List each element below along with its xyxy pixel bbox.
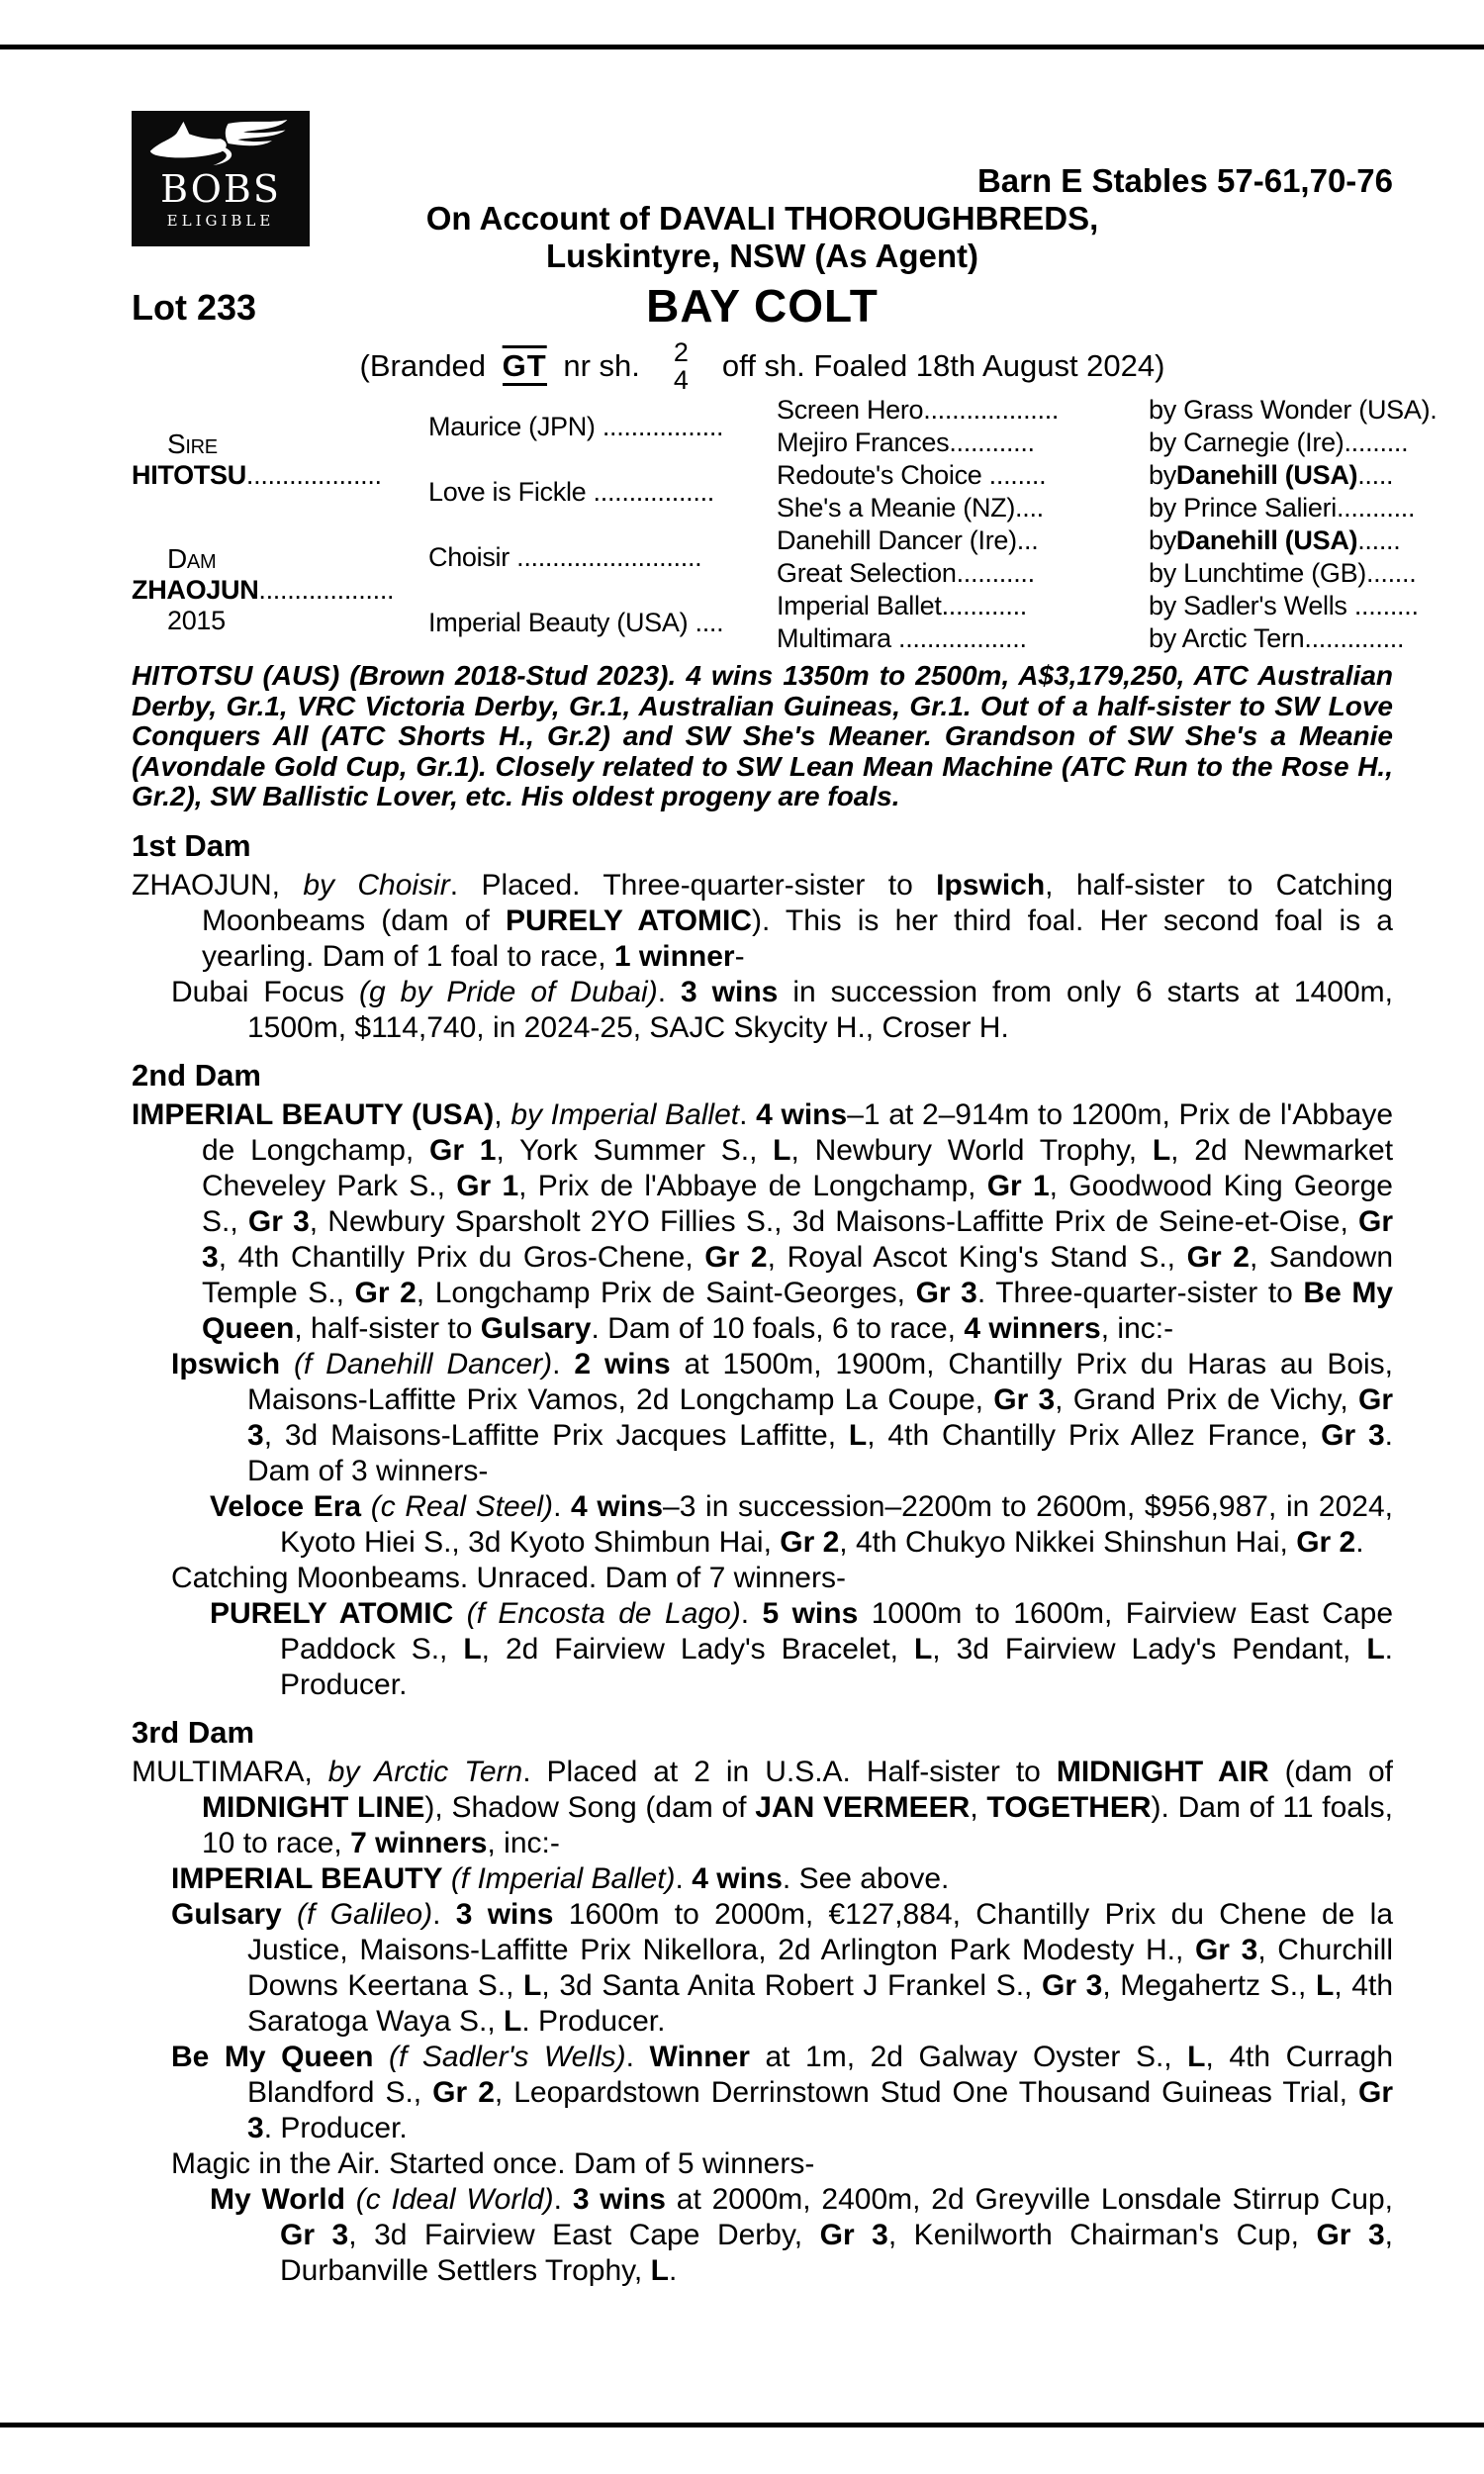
grandparent-name: Great Selection...........	[777, 558, 1035, 588]
vendor-line2: Luskintyre, NSW (As Agent)	[546, 238, 978, 274]
sire-name: HITOTSU...................	[132, 459, 382, 490]
lot-row	[132, 279, 1393, 336]
section-heading-1st-dam: 1st Dam	[132, 827, 251, 863]
progeny-paragraph: Dubai Focus (g by Pride of Dubai). 3 wins in succession from only 6 starts at 1400m, 1500m, $114,740, in 2024-25, SAJC Skycity H., Croser H.	[171, 975, 1393, 1044]
progeny-paragraph: Be My Queen (f Sadler's Wells). Winner at 1m, 2d Galway Oyster S., L, 4th Curragh Blandford S., Gr 2, Leopardstown Derrinstown Stud One Thousand Guineas Trial, Gr 3. Producer.	[171, 2040, 1393, 2144]
dam-cell	[132, 524, 428, 655]
pedigree-table	[132, 394, 1438, 655]
grandparent-name: Screen Hero...................	[777, 395, 1060, 425]
section-heading-3rd-dam: 3rd Dam	[132, 1714, 255, 1750]
grandparent-by: by Sadler's Wells .........	[1149, 591, 1419, 620]
grandparent-name: Redoute's Choice ........	[777, 460, 1047, 490]
grandparent-by: by Lunchtime (GB).......	[1149, 558, 1417, 588]
lot-number: Lot 233	[132, 287, 257, 328]
dam-year: 2015	[167, 606, 226, 635]
grandparent-name: Danehill Dancer (Ire)...	[777, 525, 1039, 555]
brand-numerator: 2	[673, 337, 689, 367]
barn-info: Barn E Stables 57-61,70-76	[976, 162, 1393, 199]
page-title: BAY COLT	[646, 280, 879, 332]
grandparent-by: by Danehill (USA) ......	[1149, 525, 1401, 555]
dam-sire: Choisir ..........................	[428, 541, 702, 572]
brand-line	[132, 337, 1393, 396]
sire-summary: HITOTSU (AUS) (Brown 2018-Stud 2023). 4 wins 1350m to 2500m, A$3,179,250, ATC Australian Derby, Gr.1, VRC Victoria Derby, Gr.1, Australian Guineas, Gr.1. Out of a half-sister to SW Love Conquers All (ATC Shorts H., Gr.2) and SW She's Meaner. Grandson of SW She's a Meanie (Avondale Gold Cup, Gr.1). Closely related to SW Lean Mean Machine (ATC Run to the Rose H., Gr.2), SW Ballistic Lover, etc. His oldest progeny are foals.	[132, 660, 1393, 811]
dam-paragraph: ZHAOJUN, by Choisir. Placed. Three-quarter-sister to Ipswich, half-sister to Catching Moonbeams (dam of PURELY ATOMIC). This is her third foal. Her second foal is a yearling. Dam of 1 foal to race, 1 winner-	[132, 868, 1394, 973]
brand-denominator: 4	[673, 365, 689, 395]
section-heading-2nd-dam: 2nd Dam	[132, 1057, 261, 1093]
brand-mark: $\overline{GT}$	[503, 348, 547, 386]
grandparent-by: by Arctic Tern..............	[1149, 623, 1405, 653]
brand-mid: nr sh.	[563, 348, 640, 384]
dam-dam: Imperial Beauty (USA) ....	[428, 607, 724, 637]
progeny-paragraph: Ipswich (f Danehill Dancer). 2 wins at 1500m, 1900m, Chantilly Prix du Haras au Bois, Maisons-Laffitte Prix Vamos, 2d Longchamp La Coupe, Gr 3, Grand Prix de Vichy, Gr 3, 3d Maisons-Laffitte Prix Jacques Laffitte, L, 4th Chantilly Prix Allez France, Gr 3. Dam of 3 winners-	[171, 1347, 1394, 1487]
vendor-header	[132, 162, 1393, 275]
dam-paragraph: MULTIMARA, by Arctic Tern. Placed at 2 in U.S.A. Half-sister to MIDNIGHT AIR (dam of MIDNIGHT LINE), Shadow Song (dam of JAN VERMEER, TOGETHER). Dam of 11 foals, 10 to race, 7 winners, inc:-	[132, 1755, 1394, 1859]
brand-prefix: (Branded	[359, 348, 487, 384]
grandparent-name: Mejiro Frances............	[777, 428, 1035, 457]
dam-paragraph: IMPERIAL BEAUTY (USA), by Imperial Ballet. 4 wins–1 at 2–914m to 1200m, Prix de l'Abbaye de Longchamp, Gr 1, York Summer S., L, Newbury World Trophy, L, 2d Newmarket Cheveley Park S., Gr 1, Prix de l'Abbaye de Longchamp, Gr 1, Goodwood King George S., Gr 3, Newbury Sparsholt 2YO Fillies S., 3d Maisons-Laffitte Prix de Seine-et-Oise, Gr 3, 4th Chantilly Prix du Gros-Chene, Gr 2, Royal Ascot King's Stand S., Gr 2, Sandown Temple S., Gr 2, Longchamp Prix de Saint-Georges, Gr 3. Three-quarter-sister to Be My Queen, half-sister to Gulsary. Dam of 10 foals, 6 to race, 4 winners, inc:-	[132, 1097, 1394, 1345]
progeny-paragraph: My World (c Ideal World). 3 wins at 2000m, 2400m, 2d Greyville Lonsdale Stirrup Cup, Gr 3, 3d Fairview East Cape Derby, Gr 3, Kenilworth Chairman's Cup, Gr 3, Durbanville Settlers Trophy, L.	[210, 2182, 1394, 2287]
progeny-paragraph: IMPERIAL BEAUTY (f Imperial Ballet). 4 wins. See above.	[171, 1861, 950, 1895]
grandparent-name: She's a Meanie (NZ)....	[777, 493, 1044, 523]
top-rule	[0, 45, 1484, 49]
pedigree-text	[132, 661, 1393, 2421]
sire-cell	[132, 394, 428, 524]
bottom-rule	[0, 2423, 1484, 2427]
vendor-line1: On Account of DAVALI THOROUGHBREDS,	[425, 200, 1099, 237]
grandparent-by: by Danehill (USA) .....	[1149, 460, 1394, 490]
grandparent-by: by Prince Salieri...........	[1149, 493, 1416, 523]
grandparent-name: Multimara ..................	[777, 623, 1027, 653]
progeny-paragraph: Catching Moonbeams. Unraced. Dam of 7 winners-	[171, 1561, 846, 1594]
grandparent-by: by Carnegie (Ire).........	[1149, 428, 1409, 457]
dam-name: ZHAOJUN...................	[132, 575, 395, 605]
dam-label: Dam	[167, 543, 217, 574]
logo-text-bobs: BOBS	[160, 167, 281, 211]
progeny-paragraph: Magic in the Air. Started once. Dam of 5 winners-	[171, 2146, 815, 2180]
progeny-paragraph: Gulsary (f Galileo). 3 wins 1600m to 2000m, €127,884, Chantilly Prix du Chene de la Justice, Maisons-Laffitte Prix Nikellora, 2d Arlington Park Modesty H., Gr 3, Churchill Downs Keertana S., L, 3d Santa Anita Robert J Frankel S., Gr 3, Megahertz S., L, 4th Saratoga Waya S., L. Producer.	[171, 1897, 1393, 2038]
sire-dam: Love is Fickle .................	[428, 476, 714, 507]
brand-fraction	[674, 338, 689, 394]
grandparent-name: Imperial Ballet............	[777, 591, 1027, 620]
logo-text-eligible: ELIGIBLE	[166, 212, 275, 230]
brand-suffix: off sh. Foaled 18th August 2024)	[721, 348, 1165, 384]
grandparent-by: by Grass Wonder (USA).	[1149, 395, 1438, 425]
progeny-paragraph: Veloce Era (c Real Steel). 4 wins–3 in succession–2200m to 2600m, $956,987, in 2024, Kyoto Hiei S., 3d Kyoto Shimbun Hai, Gr 2, 4th Chukyo Nikkei Shinshun Hai, Gr 2.	[210, 1489, 1393, 1559]
progeny-paragraph: PURELY ATOMIC (f Encosta de Lago). 5 wins 1000m to 1600m, Fairview East Cape Paddock S., L, 2d Fairview Lady's Bracelet, L, 3d Fairview Lady's Pendant, L. Producer.	[210, 1596, 1394, 1701]
sire-sire: Maurice (JPN) .................	[428, 411, 724, 441]
sire-label: Sire	[167, 428, 218, 459]
